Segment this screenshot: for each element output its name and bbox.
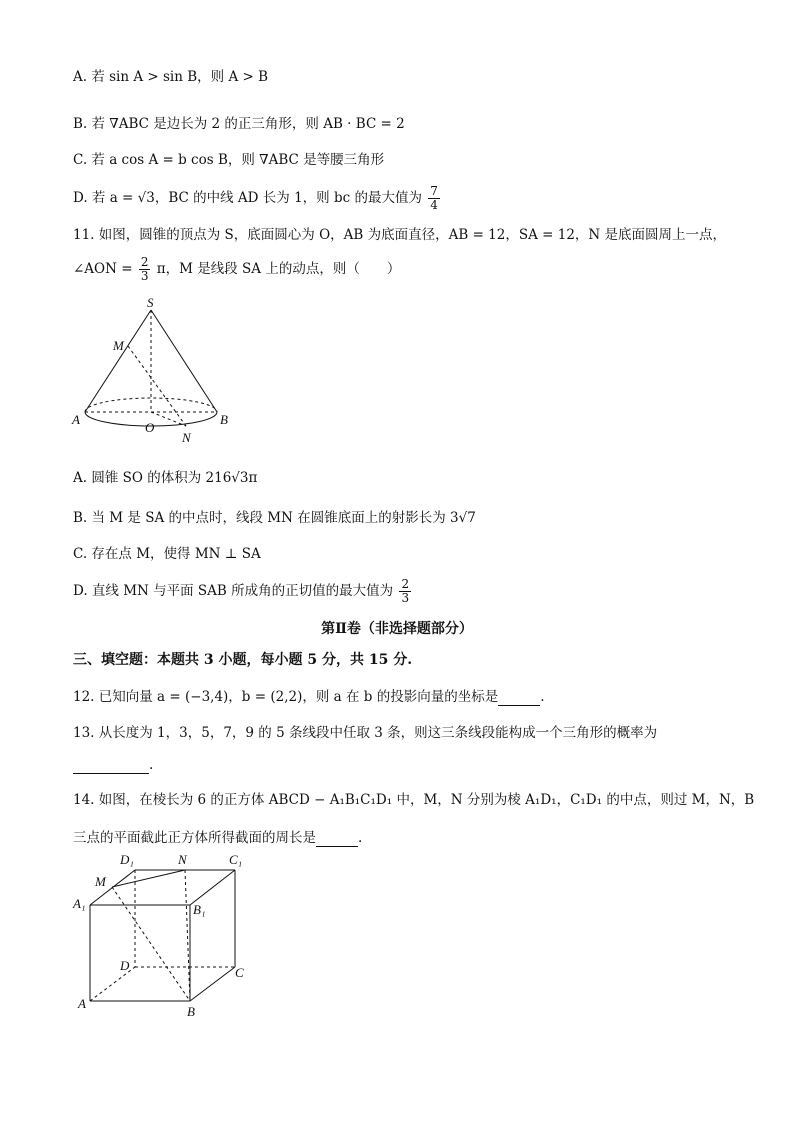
q11-stem-line2	[73, 256, 400, 283]
cube-label-m: M	[95, 874, 106, 889]
q11-stem-suffix: π，M 是线段 SA 上的动点，则（ ）	[156, 261, 401, 277]
q14-stem-line2	[73, 829, 362, 847]
q10-option-d-text: D. 若 a = √3，BC 的中线 AD 长为 1，则 bc 的最大值为	[73, 190, 422, 206]
q12-stem	[73, 688, 545, 706]
q12-period: .	[540, 689, 545, 705]
cube-label-c1: C₁	[229, 852, 243, 867]
cone-label-o: O	[145, 420, 155, 435]
q11-option-d-fraction	[399, 578, 411, 605]
fraction-denominator: 4	[430, 198, 438, 212]
cone-label-m: M	[113, 338, 124, 353]
cone-label-a: A	[72, 412, 80, 427]
cube-label-c: C	[235, 965, 244, 980]
cube-label-a: A	[78, 996, 86, 1011]
q14-answer-blank[interactable]	[316, 832, 358, 847]
fraction-numerator: 7	[430, 184, 438, 198]
q10-option-d-fraction	[428, 185, 440, 212]
part-title: 三、填空题：本题共 3 小题，每小题 5 分，共 15 分.	[73, 652, 413, 668]
q10-option-d	[73, 185, 442, 212]
q11-angle-fraction	[139, 256, 151, 283]
fraction-numerator: 2	[401, 577, 410, 591]
q10-option-a: A. 若 sin A > sin B，则 A > B	[73, 69, 269, 85]
cube-label-a1: A₁	[73, 896, 86, 911]
q12-text: 12. 已知向量 a = (−3,4)，b = (2,2)，则 a 在 b 的投影向量的坐标是	[73, 689, 499, 705]
cone-figure	[70, 295, 240, 450]
cube-label-d: D	[120, 958, 130, 973]
fraction-numerator: 2	[140, 255, 149, 269]
cube-label-d1: D₁	[120, 852, 134, 867]
q11-angle-text: ∠AON =	[73, 261, 133, 277]
cone-label-n: N	[182, 430, 191, 445]
fraction-denominator: 3	[401, 591, 410, 605]
q14-period: .	[358, 830, 363, 846]
q13-period: .	[149, 757, 154, 773]
q11-option-b: B. 当 M 是 SA 的中点时，线段 MN 在圆锥底面上的射影长为 3√7	[73, 510, 476, 526]
q14-text: 三点的平面截此正方体所得截面的周长是	[73, 830, 316, 846]
cube-label-b: B	[187, 1004, 195, 1019]
q10-option-c: C. 若 a cos A = b cos B，则 ∇ABC 是等腰三角形	[73, 152, 385, 168]
q11-option-d-text: D. 直线 MN 与平面 SAB 所成角的正切值的最大值为	[73, 583, 394, 599]
cube-figure	[72, 850, 252, 1025]
q10-option-b: B. 若 ∇ABC 是边长为 2 的正三角形，则 AB · BC = 2	[73, 116, 405, 132]
q11-option-a: A. 圆锥 SO 的体积为 216√3π	[73, 470, 258, 486]
q11-option-c: C. 存在点 M，使得 MN ⊥ SA	[73, 546, 261, 562]
q12-answer-blank[interactable]	[498, 691, 540, 706]
q13-stem: 13. 从长度为 1，3，5，7，9 的 5 条线段中任取 3 条，则这三条线段能构成一个三角形的概率为	[73, 725, 658, 741]
q11-option-d	[73, 578, 413, 605]
volume-title: 第Ⅱ卷（非选择题部分）	[321, 621, 473, 637]
cone-label-b: B	[220, 412, 228, 427]
q13-answer-blank[interactable]	[73, 759, 149, 774]
cone-label-s: S	[147, 295, 154, 310]
cube-label-b1: B₁	[193, 902, 206, 917]
fraction-denominator: 3	[140, 269, 149, 283]
q13-answer-line	[73, 756, 153, 774]
q14-stem-line1: 14. 如图，在棱长为 6 的正方体 ABCD − A₁B₁C₁D₁ 中，M，N 分别为棱 A₁D₁，C₁D₁ 的中点，则过 M，N，B	[73, 792, 755, 808]
q11-stem-line1: 11. 如图，圆锥的顶点为 S，底面圆心为 O，AB 为底面直径，AB = 12，SA = 12，N 是底面圆周上一点，	[73, 227, 727, 243]
cube-label-n: N	[178, 852, 187, 867]
